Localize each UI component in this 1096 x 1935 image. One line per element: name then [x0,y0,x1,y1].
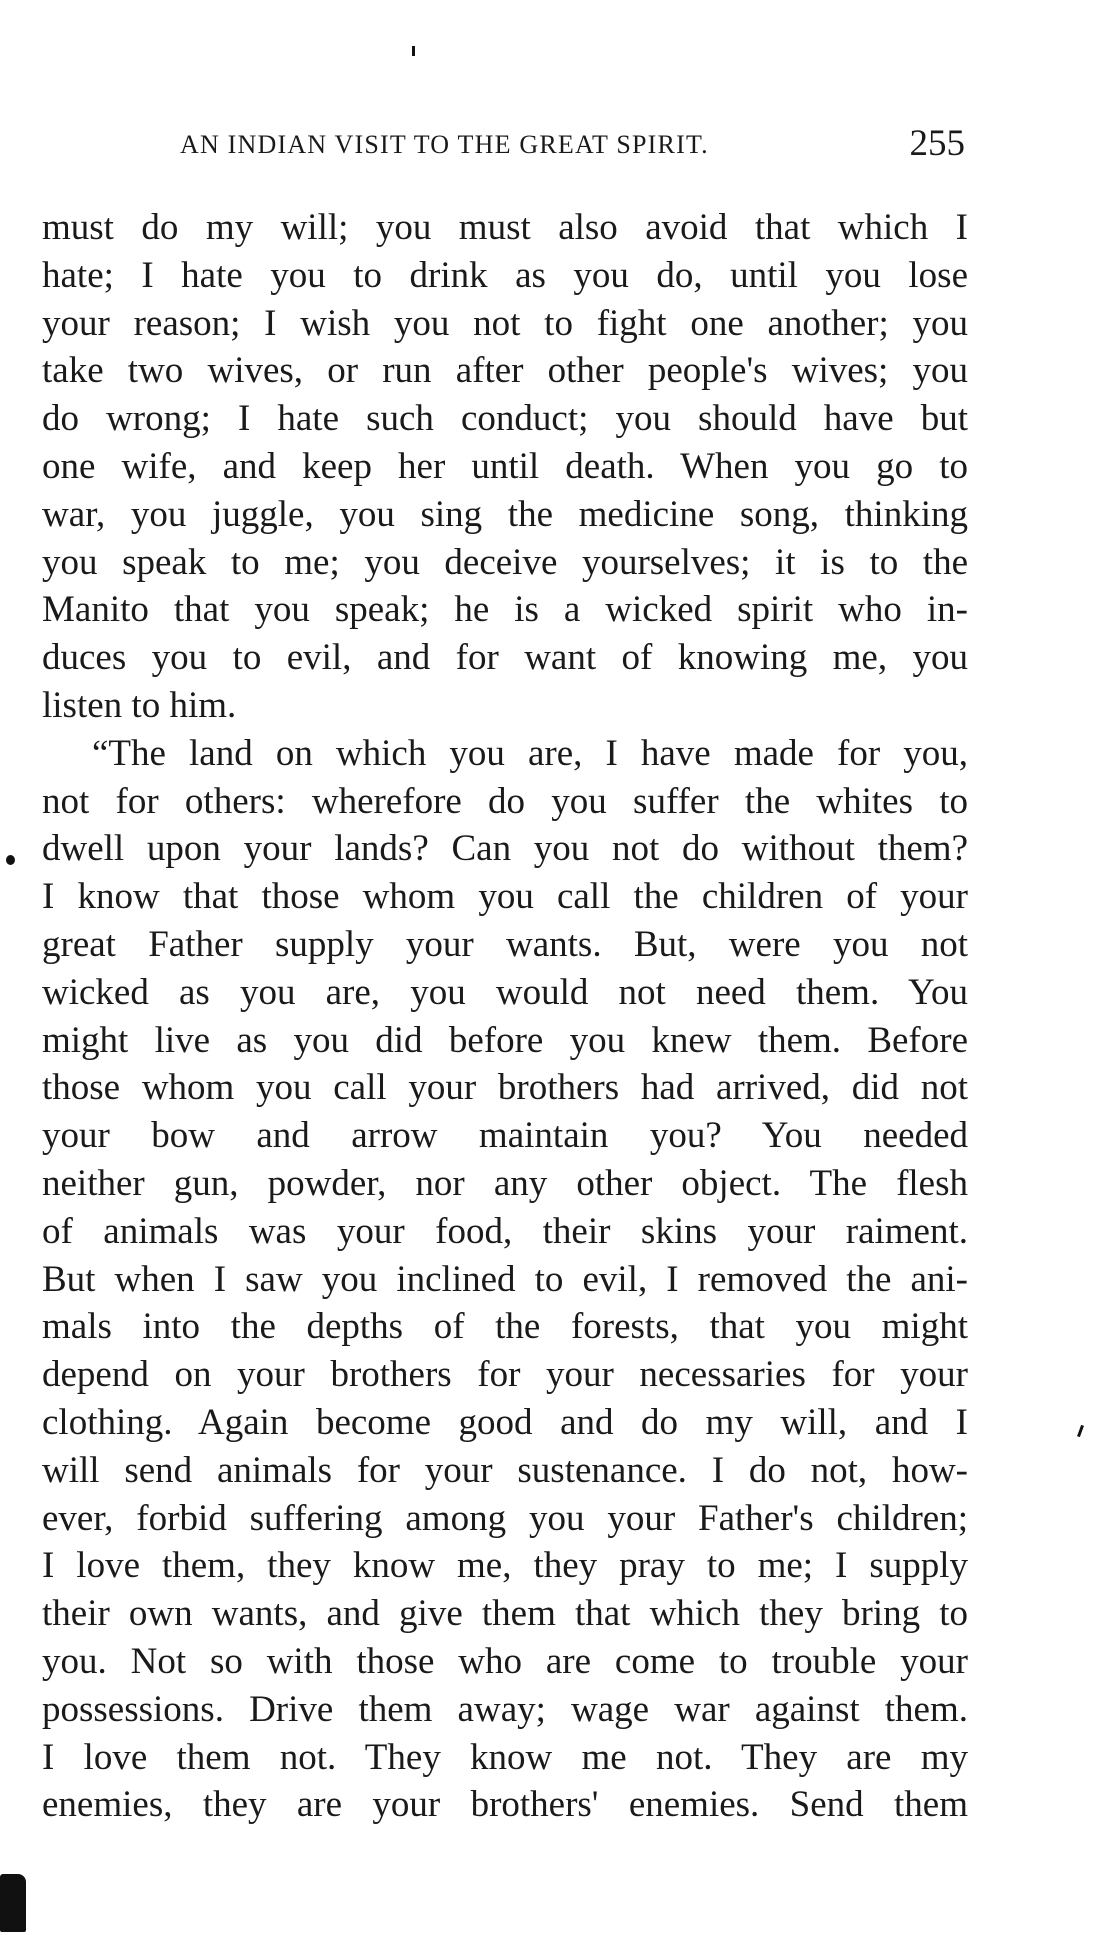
text-line: I know that those whom you call the children of your [42,876,968,918]
text-line: possessions. Drive them away; wage war against them. [42,1688,968,1730]
text-line: neither gun, powder, nor any other object. The flesh [42,1162,968,1204]
text-line: dwell upon your lands? Can you not do without them? [42,828,968,870]
text-line: great Father supply your wants. But, were you not [42,923,968,965]
paragraph [42,730,968,1829]
text-line: “The land on which you are, I have made for you, [92,732,968,774]
running-title: AN INDIAN VISIT TO THE GREAT SPIRIT. [180,130,709,159]
text-line: take two wives, or run after other people's wives; you [42,350,968,392]
text-line: one wife, and keep her until death. When you go to [42,445,968,487]
ink-speck [412,46,415,56]
page-number: 255 [909,123,965,164]
ink-speck [1077,1425,1084,1437]
text-line: their own wants, and give them that which they bring to [42,1593,968,1635]
text-line: do wrong; I hate such conduct; you should have but [42,398,968,440]
text-line: listen to him. [42,684,237,726]
text-line: duces you to evil, and for want of knowing me, you [42,637,968,679]
text-line: will send animals for your sustenance. I do not, how- [42,1449,968,1491]
text-line: enemies, they are your brothers' enemies. Send them [42,1784,968,1826]
text-line: wicked as you are, you would not need them. You [42,971,968,1013]
text-line: I love them not. They know me not. They are my [42,1736,968,1778]
ink-speck [6,855,15,865]
text-line: war, you juggle, you sing the medicine song, thinking [42,493,968,535]
text-line: not for others: wherefore do you suffer the whites to [42,780,968,822]
text-line: your reason; I wish you not to fight one another; you [42,302,968,344]
text-line: must do my will; you must also avoid that which I [42,207,968,248]
text-line: ever, forbid suffering among you your Father's children; [42,1497,968,1539]
text-line: Manito that you speak; he is a wicked spirit who in- [42,589,968,631]
text-line: of animals was your food, their skins your raiment. [42,1210,968,1252]
text-line: your bow and arrow maintain you? You needed [42,1115,968,1157]
paragraph [42,204,968,730]
text-line: depend on your brothers for your necessaries for your [42,1354,968,1396]
text-line: mals into the depths of the forests, that you might [42,1306,968,1348]
text-line: might live as you did before you knew them. Before [42,1019,968,1061]
scan-edge-mark [0,1874,26,1932]
text-line: I love them, they know me, they pray to me; I supply [42,1545,968,1587]
text-line: But when I saw you inclined to evil, I removed the ani- [42,1258,968,1300]
text-line: those whom you call your brothers had arrived, did not [42,1067,968,1109]
running-head [180,122,965,166]
text-line: you speak to me; you deceive yourselves; it is to the [42,541,968,583]
text-line: you. Not so with those who are come to trouble your [42,1640,968,1682]
text-line: hate; I hate you to drink as you do, until you lose [42,254,968,296]
text-line: clothing. Again become good and do my will, and I [42,1401,968,1443]
body-text [42,204,968,1829]
